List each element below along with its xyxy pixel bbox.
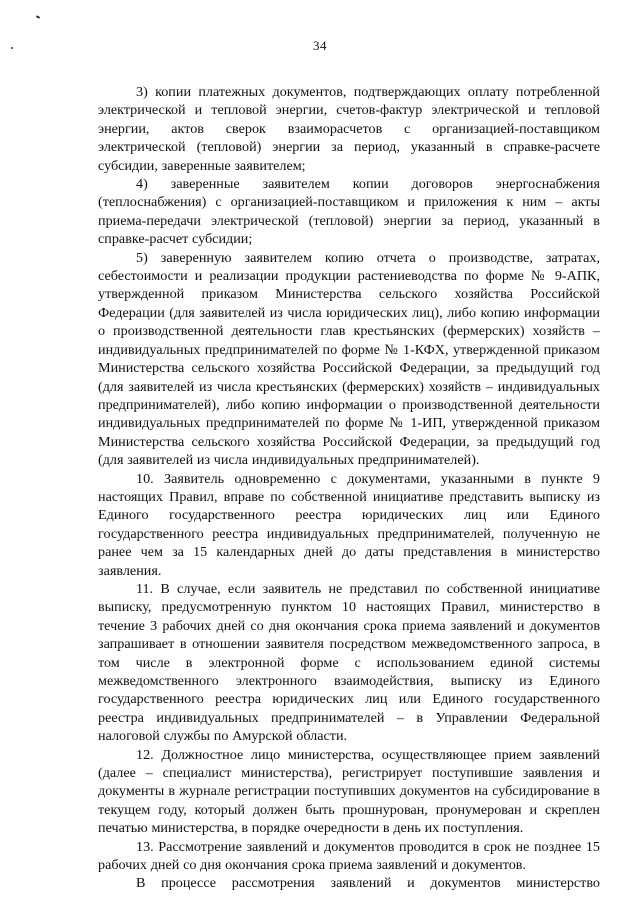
paragraph-clause-11: 11. В случае, если заявитель не представил по собственной инициативе выписку, предусмотренную пунктом 10 настоящих Правил, министерство в течение 3 рабочих дней со дня окончания срока приема заявлений и документов запрашивает в отношении заявителя посредством межведомственного запроса, в том числе в электронной форме с использованием единой системы межведомственного электронного взаимодействия, выписку из Единого государственного реестра юридических лиц или Единого государственного реестра индивидуальных предпринимателей – в Управлении Федеральной налоговой службы по Амурской области. <box>98 580 600 745</box>
paragraph-continued: В процессе рассмотрения заявлений и документов министерство <box>136 875 600 892</box>
document-body <box>98 83 600 893</box>
scan-speck <box>36 15 40 19</box>
paragraph-clause-13: 13. Рассмотрение заявлений и документов проводится в срок не позднее 15 рабочих дней со дня окончания срока приема заявлений и документов. <box>98 838 600 874</box>
paragraph-item-5: 5) заверенную заявителем копию отчета о производстве, затратах, себестоимости и реализации продукции растениеводства по форме № 9-АПК, утвержденной приказом Министерства сельского хозяйства Российской Федерации (для заявителей из числа юридических лиц), либо копию информации о производственной деятельности глав крестьянских (фермерских) хозяйств – индивидуальных предпринимателей по форме № 1-КФХ, утвержденной приказом Министерства сельского хозяйства Российской Федерации, за предыдущий год (для заявителей из числа крестьянских (фермерских) хозяйств – индивидуальных предпринимателей), либо копию информации о производственной деятельности индивидуальных предпринимателей по форме № 1-ИП, утвержденной приказом Министерства сельского хозяйства Российской Федерации, за предыдущий год (для заявителей из числа индивидуальных предпринимателей). <box>98 249 600 469</box>
paragraph-item-3: 3) копии платежных документов, подтверждающих оплату потребленной электрической и тепловой энергии, счетов-фактур электрической и тепловой энергии, актов сверок взаиморасчетов с организацией-поставщиком электрической (тепловой) энергии за период, указанный в справке-расчете субсидии, заверенные заявителем; <box>98 84 600 174</box>
page-number: 34 <box>313 38 327 53</box>
paragraph-item-4: 4) заверенные заявителем копии договоров энергоснабжения (теплоснабжения) с организацией-поставщиком и приложения к ним – акты приема-передачи электрической (тепловой) энергии за период, указанный в справке-расчет субсидии; <box>98 176 600 248</box>
paragraph-clause-12: 12. Должностное лицо министерства, осуществляющее прием заявлений (далее – специалист министерства), регистрирует поступившие заявления и документы в журнале регистрации поступивших документов на субсидирование в текущем году, который должен быть прошнурован, пронумерован и скреплен печатью министерства, в порядке очередности в день их поступления. <box>98 746 600 837</box>
paragraph-clause-10: 10. Заявитель одновременно с документами, указанными в пункте 9 настоящих Правил, вправе по собственной инициативе представить выписку из Единого государственного реестра юридических лиц или Единого государственного реестра индивидуальных предпринимателей, полученную не ранее чем за 15 календарных дней до даты представления в министерство заявления. <box>98 470 600 579</box>
